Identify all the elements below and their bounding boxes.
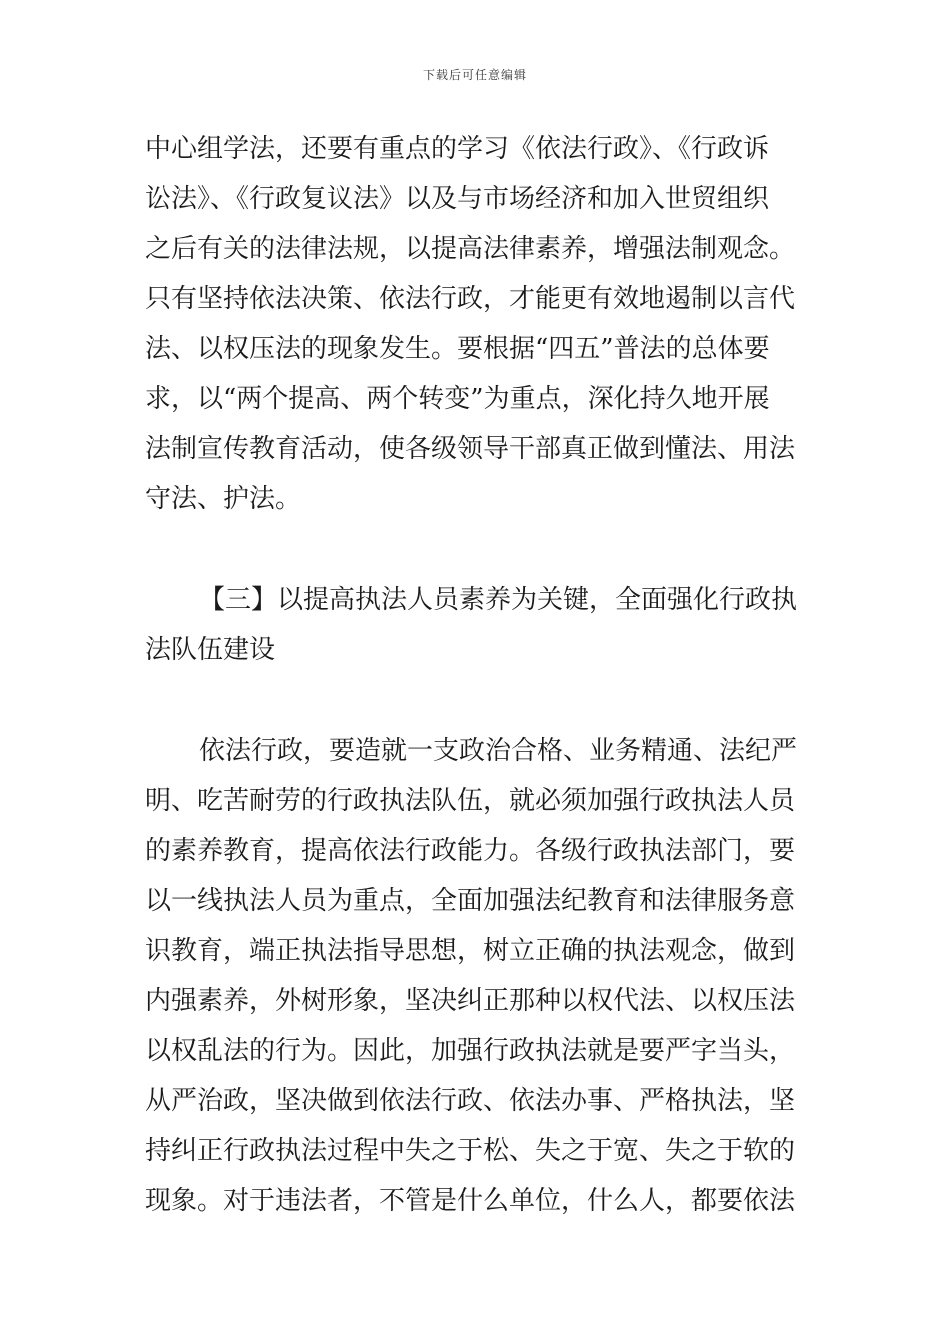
- text-line: 的素养教育，提高依法行政能力。各级行政执法部门，要: [145, 836, 796, 866]
- text-line: 讼法》、《行政复议法》以及与市场经济和加入世贸组织: [145, 184, 770, 214]
- text-line: 之后有关的法律法规，以提高法律素养，增强法制观念。: [145, 234, 796, 264]
- heading-line: 法队伍建设: [145, 635, 276, 665]
- text-line: 持纠正行政执法过程中失之于松、失之于宽、失之于软的: [145, 1136, 796, 1166]
- text-line: 以一线执法人员为重点，全面加强法纪教育和法律服务意: [145, 886, 796, 916]
- paragraph-spacer: [145, 524, 810, 575]
- text-line: 依法行政，要造就一支政治合格、业务精通、法纪严: [199, 736, 798, 766]
- text-line: 求，以“两个提高、两个转变”为重点，深化持久地开展: [145, 384, 770, 414]
- text-line: 从严治政，坚决做到依法行政、依法办事、严格执法，坚: [145, 1086, 796, 1116]
- paragraph-2: [145, 726, 810, 1226]
- text-line: 中心组学法，还要有重点的学习《依法行政》、《行政诉: [145, 134, 770, 164]
- header-note: 下载后可任意编辑: [422, 68, 527, 82]
- text-line: 明、吃苦耐劳的行政执法队伍，就必须加强行政执法人员: [145, 786, 796, 816]
- text-line: 现象。对于违法者，不管是什么单位，什么人，都要依法: [145, 1186, 796, 1216]
- paragraph-spacer: [145, 675, 810, 726]
- paragraph-1: [145, 124, 810, 524]
- text-line: 守法、护法。: [145, 484, 302, 514]
- text-line: 以权乱法的行为。因此，加强行政执法就是要严字当头，: [145, 1036, 796, 1066]
- text-line: 法、以权压法的现象发生。要根据“四五”普法的总体要: [145, 334, 770, 364]
- document-body: [145, 124, 810, 1226]
- text-line: 识教育，端正执法指导思想，树立正确的执法观念，做到: [145, 936, 796, 966]
- text-line: 只有坚持依法决策、依法行政，才能更有效地遏制以言代: [145, 284, 796, 314]
- heading-line: 【三】以提高执法人员素养为关键，全面强化行政执: [199, 585, 798, 615]
- section-heading: [145, 575, 810, 675]
- text-line: 内强素养，外树形象，坚决纠正那种以权代法、以权压法: [145, 986, 796, 1016]
- text-line: 法制宣传教育活动，使各级领导干部真正做到懂法、用法: [145, 434, 796, 464]
